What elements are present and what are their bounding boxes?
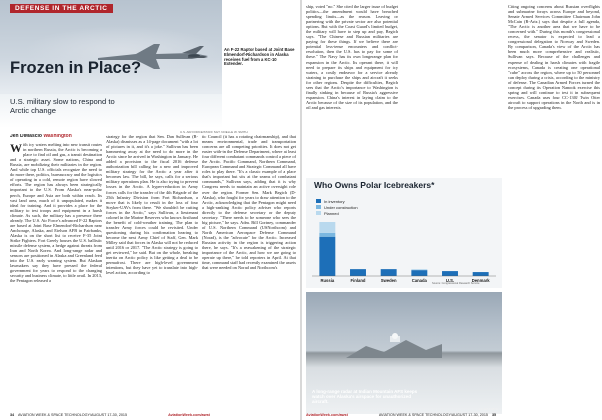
- right-folio-text: AVIATION WEEK & SPACE TECHNOLOGY/AUGUST 17-30, 2015: [378, 413, 488, 417]
- article-headline: Frozen in Place?: [10, 59, 142, 77]
- drop-cap: W: [10, 141, 22, 156]
- right-page-number: 35: [491, 413, 497, 417]
- right-column-1-text: ship, voted "no." She cited the larger issue of budget politics—the amendment would have breached spending limits—as the reason. Leaving or partnering with the private sector are also potential options. But with the Coast Guard's limited budget, the military will have to step up and pay, Begich says. "The Chinese and Russian militaries are paying for these things. If we believe there are potential less-tense encounters and conflict-resolution, then the U.S. has to pay for some of these." The Navy has its own longerange plan for expansion in the Arctic. Its operant there, it will need to prepare its ships and equipment for icy waters, a costly endeavor for a service already straining to purchase the ships and aircraft it seeks for other regions. Despite the difficulties, Begich sees that the Arctic's importance to Washington is finally sinking in because of Russia's aggressive expansion. China's interest in laying claim to the Arctic because of the size of its population, and the oil and gas interests.: [306, 4, 398, 110]
- legend-item-planned: [316, 210, 358, 216]
- legend-label: Under construction: [324, 204, 358, 210]
- left-page-number: 34: [10, 413, 15, 417]
- bar-canada-planned: [411, 269, 427, 270]
- chart-title: Who Owns Polar Icebreakers*: [314, 180, 435, 190]
- chart-legend: [316, 198, 358, 216]
- right-folio: [306, 413, 598, 417]
- photo-caption: A long-range radar at Indian Mountain AFS keeps watch over Alaska's airspace for unauthorized aircraft.: [312, 389, 418, 404]
- photo-cutline: An F-22 Raptor based at Joint Base Elmendorf-Richardson in Alaska receives fuel from a KC-10 Extender.: [224, 47, 295, 67]
- byline: [10, 134, 102, 139]
- article-deck: U.S. military slow to respond to Arctic change: [10, 97, 115, 115]
- bar-sweden-in-inventory: [381, 269, 397, 276]
- bar-russia-under-construction: [319, 233, 335, 237]
- x-tick-label: Finland: [350, 278, 366, 283]
- legend-swatch: [316, 211, 321, 215]
- left-folio-text: AVIATION WEEK & SPACE TECHNOLOGY/AUGUST 17-30, 2015: [17, 413, 128, 417]
- legend-label: In inventory: [324, 198, 345, 204]
- bar-canada-in-inventory: [411, 270, 427, 276]
- byline-author: Jen DiMascio: [10, 134, 42, 139]
- left-page: [0, 0, 300, 420]
- right-page: [302, 0, 602, 420]
- photo-credit: U.S. AIR FORCE/STAFF SGT. NOELLE W. SMITH: [180, 130, 248, 134]
- bar-denmark-in-inventory: [473, 272, 489, 276]
- section-tag: DEFENSE IN THE ARCTIC: [10, 4, 113, 13]
- byline-city: Washington: [43, 134, 72, 139]
- left-column-2: [106, 134, 198, 410]
- left-folio-site[interactable]: AviationWeek.com/awst: [168, 413, 210, 417]
- column-2-text: strategy for the region that Sen. Dan Sullivan (R-Alaska) dismisses as a 14-page document "with a lot of pictures in it, and it's a joke." Sullivan has been hammering away at the need to do more in the Arctic since he arrived in Washington in January. He added a provision to the fiscal 2016 defense authorization bill calling for a new and improved military strategy for the Arctic a year after it becomes law. The bill, he says, calls for a serious military operations plan. He is also trying to prevent losses in the Arctic. A hyper-reduction in Army forces calls for the transfer of the 4th Brigade of the 25th Infantry Division from Fort Richardson, a move that is likely to result in the loss of four Stryker-UAVs from there. "We shouldn't be cutting forces in the Arctic," says Sullivan, a lieutenant colonel in the Marine Reserves who knows firsthand the benefit of cold-weather training. The plan to transfer Army forces could be revisited. Under questioning during his confirmation hearing to become the next Army Chief of Staff, Gen. Mark Milley said that forces in Alaska will not be reduced until 2016 or 2017. "The Arctic strategy is going to get reviewed," he said. But on the whole, breaking inertia on Arctic policy is like getting a deal to be permafrost. There are high-level government intentions, but they have yet to translate into high-level action, according to: [106, 134, 198, 276]
- left-folio: [10, 413, 210, 417]
- legend-swatch: [316, 199, 321, 203]
- x-tick-label: Denmark: [471, 278, 490, 283]
- hero-photo: [0, 0, 222, 128]
- right-folio-site[interactable]: AviationWeek.com/awst: [306, 413, 348, 417]
- left-column-3-top: [224, 2, 296, 46]
- x-tick-label: Sweden: [380, 278, 397, 283]
- x-tick-label: Russia: [320, 278, 335, 283]
- column-1-text: ith icy waters melting into new transit routes in northern Russia, the Arctic is becoming a place to find oil and gas, a transit destination and a strategic asset. Some nations, China and Russia, are mobilizing their militaries in the region. And while top U.S. officials recognize the need to do more there, politics, bureaucracy and the logistics of operating in a cold, remote region have slowed efforts. The region has always been strategically important to the U.S. From Alaska's near-polar perch, Europe and Asia are both within reach. Its vast land area, much of it unpopulated, makes it ideal for training. And it provides a place for the military to test troops and equipment in a harsh climate. As such, the military has a presence there already. The U.S. Air Force's advanced F-22 Raptors are based at Joint Base Elmendorf-Richardson near Anchorage, Alaska, and Eielson AFB in Fairbanks, Alaska is on the short list to receive F-35 Joint Strike Fighters. Fort Greely houses the U.S. ballistic missile defense system, a hedge against threats from Iran and North Korea. And long-range radar and sensors are positioned in Alaska and Greenland feed into the U.S. early warning system. But Alaskan lawmakers say they have pressed the federal government for years to respond to the changing security and business climate, to little avail. In 2013, the Pentagon released a: [10, 142, 102, 284]
- legend-label: Planned: [324, 210, 339, 216]
- bar-russia-in-inventory: [319, 237, 335, 276]
- right-column-3: [508, 4, 600, 414]
- radar-station-illustration: [346, 332, 442, 358]
- legend-swatch: [316, 205, 321, 209]
- right-column-2-upper: [402, 4, 494, 176]
- x-tick-label: U.S.: [445, 278, 455, 283]
- column-1-paragraph: [10, 142, 102, 283]
- left-column-1: [10, 134, 102, 410]
- bar-us-in-inventory: [442, 271, 458, 276]
- column-3-text: tic Council (it has a rotating chairmanship), and that means environmental, trade and transportation concerns are all competing priorities. It does not get easier with-in the Defense Department, where at least four different combatant commands control a piece of the Arctic. Pacific Command, Northern Command, European Command and Strategic Command all have roles to play there. "It's a classic example of a place that's important but sits at the seams of combatant commands," Sullivan says, adding that it is why Congress needs to maintain an active oversight role over the region. Former Sen. Mark Begich (D-Alaska), who fought for years to draw attention to the Arctic, acknowledging that the Pentagon might need a high-ranking Arctic policy adviser who reports directly to the defense secretary or the deputy secretary. "There needs to be someone who sees the big picture," he says. Adm. Bill Gortney, commander of U.S. Northern Command (USNorthcom) and North American Aerospace Defense Command (Norad), is the "advocate" for the Arctic. Increased Russian activity in the region is triggering action there, he says. "It's a reawakening of the strategic importance of the Arctic, and how we are going to operate up there," he told reporters in April. At that time, command staff had recently examined the assets that were needed on Norad and Northcom's: [202, 134, 296, 271]
- radar-photo: [306, 292, 502, 414]
- chart-source: Source: Congressional Research Service: [432, 282, 480, 285]
- bar-finland-in-inventory: [350, 269, 366, 276]
- right-column-1: [306, 4, 398, 176]
- bar-russia-planned: [319, 222, 335, 233]
- right-column-3-text: Citing ongoing concerns about Russian overflights and submarine forays across Europe and beyond, Senate Armed Services Committee Chairman John McCain (R-Ariz.) says that despite a full agenda, "The Arctic is another area that we have to be concerned with." During this month's congressional recess, the senator is expected to lead a congressional delegation to Norway and Sweden. By comparison, Canada's view of the Arctic has been much more comprehensive and realistic, Sullivan says. Because of the challenges and expense of dealing in harsh climates with fragile ecosystems, Canada is creating one operational "cube" across the region, where up to 50 personnel can deploy during a crisis, according to the ministry of defense. The Canadian Armed Forces turned the concept during its Operation Nanook exercise this spring and will continue to test it in subsequent exercises. Canada uses four CC-130J Twin Otter aircraft to support operations in the North and is in the process of upgrading them.: [508, 4, 600, 110]
- left-column-3: [202, 134, 296, 410]
- x-tick-label: Canada: [411, 278, 427, 283]
- icebreaker-bar-chart: [306, 218, 502, 288]
- photo-credit-2: U.S. AIR FORCE: [478, 408, 498, 411]
